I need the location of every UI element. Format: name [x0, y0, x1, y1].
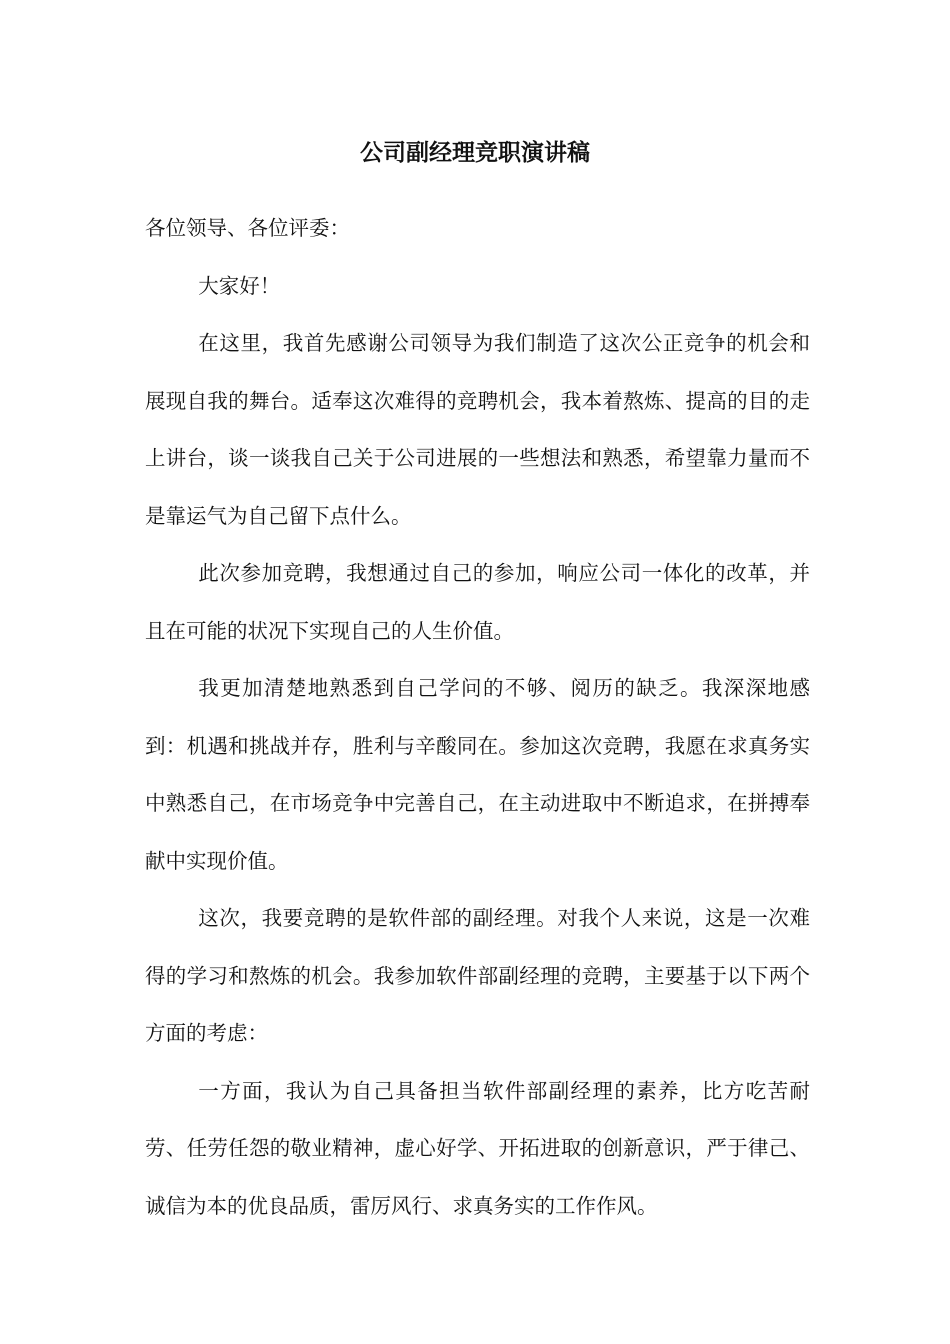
paragraph-3: 我更加清楚地熟悉到自己学问的不够、阅历的缺乏。我深深地感到：机遇和挑战并存，胜利与辛酸同在。参加这次竞聘，我愿在求真务实中熟悉自己，在市场竞争中完善自己，在主动进取中不断追求，在拼搏奉献中实现价值。 [145, 676, 810, 873]
salutation: 各位领导、各位评委： [145, 216, 350, 240]
paragraph-2: 此次参加竞聘，我想通过自己的参加，响应公司一体化的改革，并且在可能的状况下实现自己的人生价值。 [145, 561, 810, 643]
paragraph-5: 一方面，我认为自己具备担当软件部副经理的素养，比方吃苦耐劳、任劳任怨的敬业精神，虚心好学、开拓进取的创新意识，严于律己、诚信为本的优良品质，雷厉风行、求真务实的工作作风。 [145, 1078, 810, 1218]
paragraph-1: 在这里，我首先感谢公司领导为我们制造了这次公正竞争的机会和展现自我的舞台。适奉这次难得的竞聘机会，我本着熬炼、提高的目的走上讲台，谈一谈我自己关于公司进展的一些想法和熟悉，希望靠力量而不是靠运气为自己留下点什么。 [145, 331, 810, 528]
greeting: 大家好！ [198, 273, 281, 298]
document-title: 公司副经理竞职演讲稿 [360, 139, 590, 166]
document-body [145, 200, 810, 1235]
paragraph-4: 这次，我要竞聘的是软件部的副经理。对我个人来说，这是一次难得的学习和熬炼的机会。我参加软件部副经理的竞聘，主要基于以下两个方面的考虑： [145, 906, 810, 1045]
